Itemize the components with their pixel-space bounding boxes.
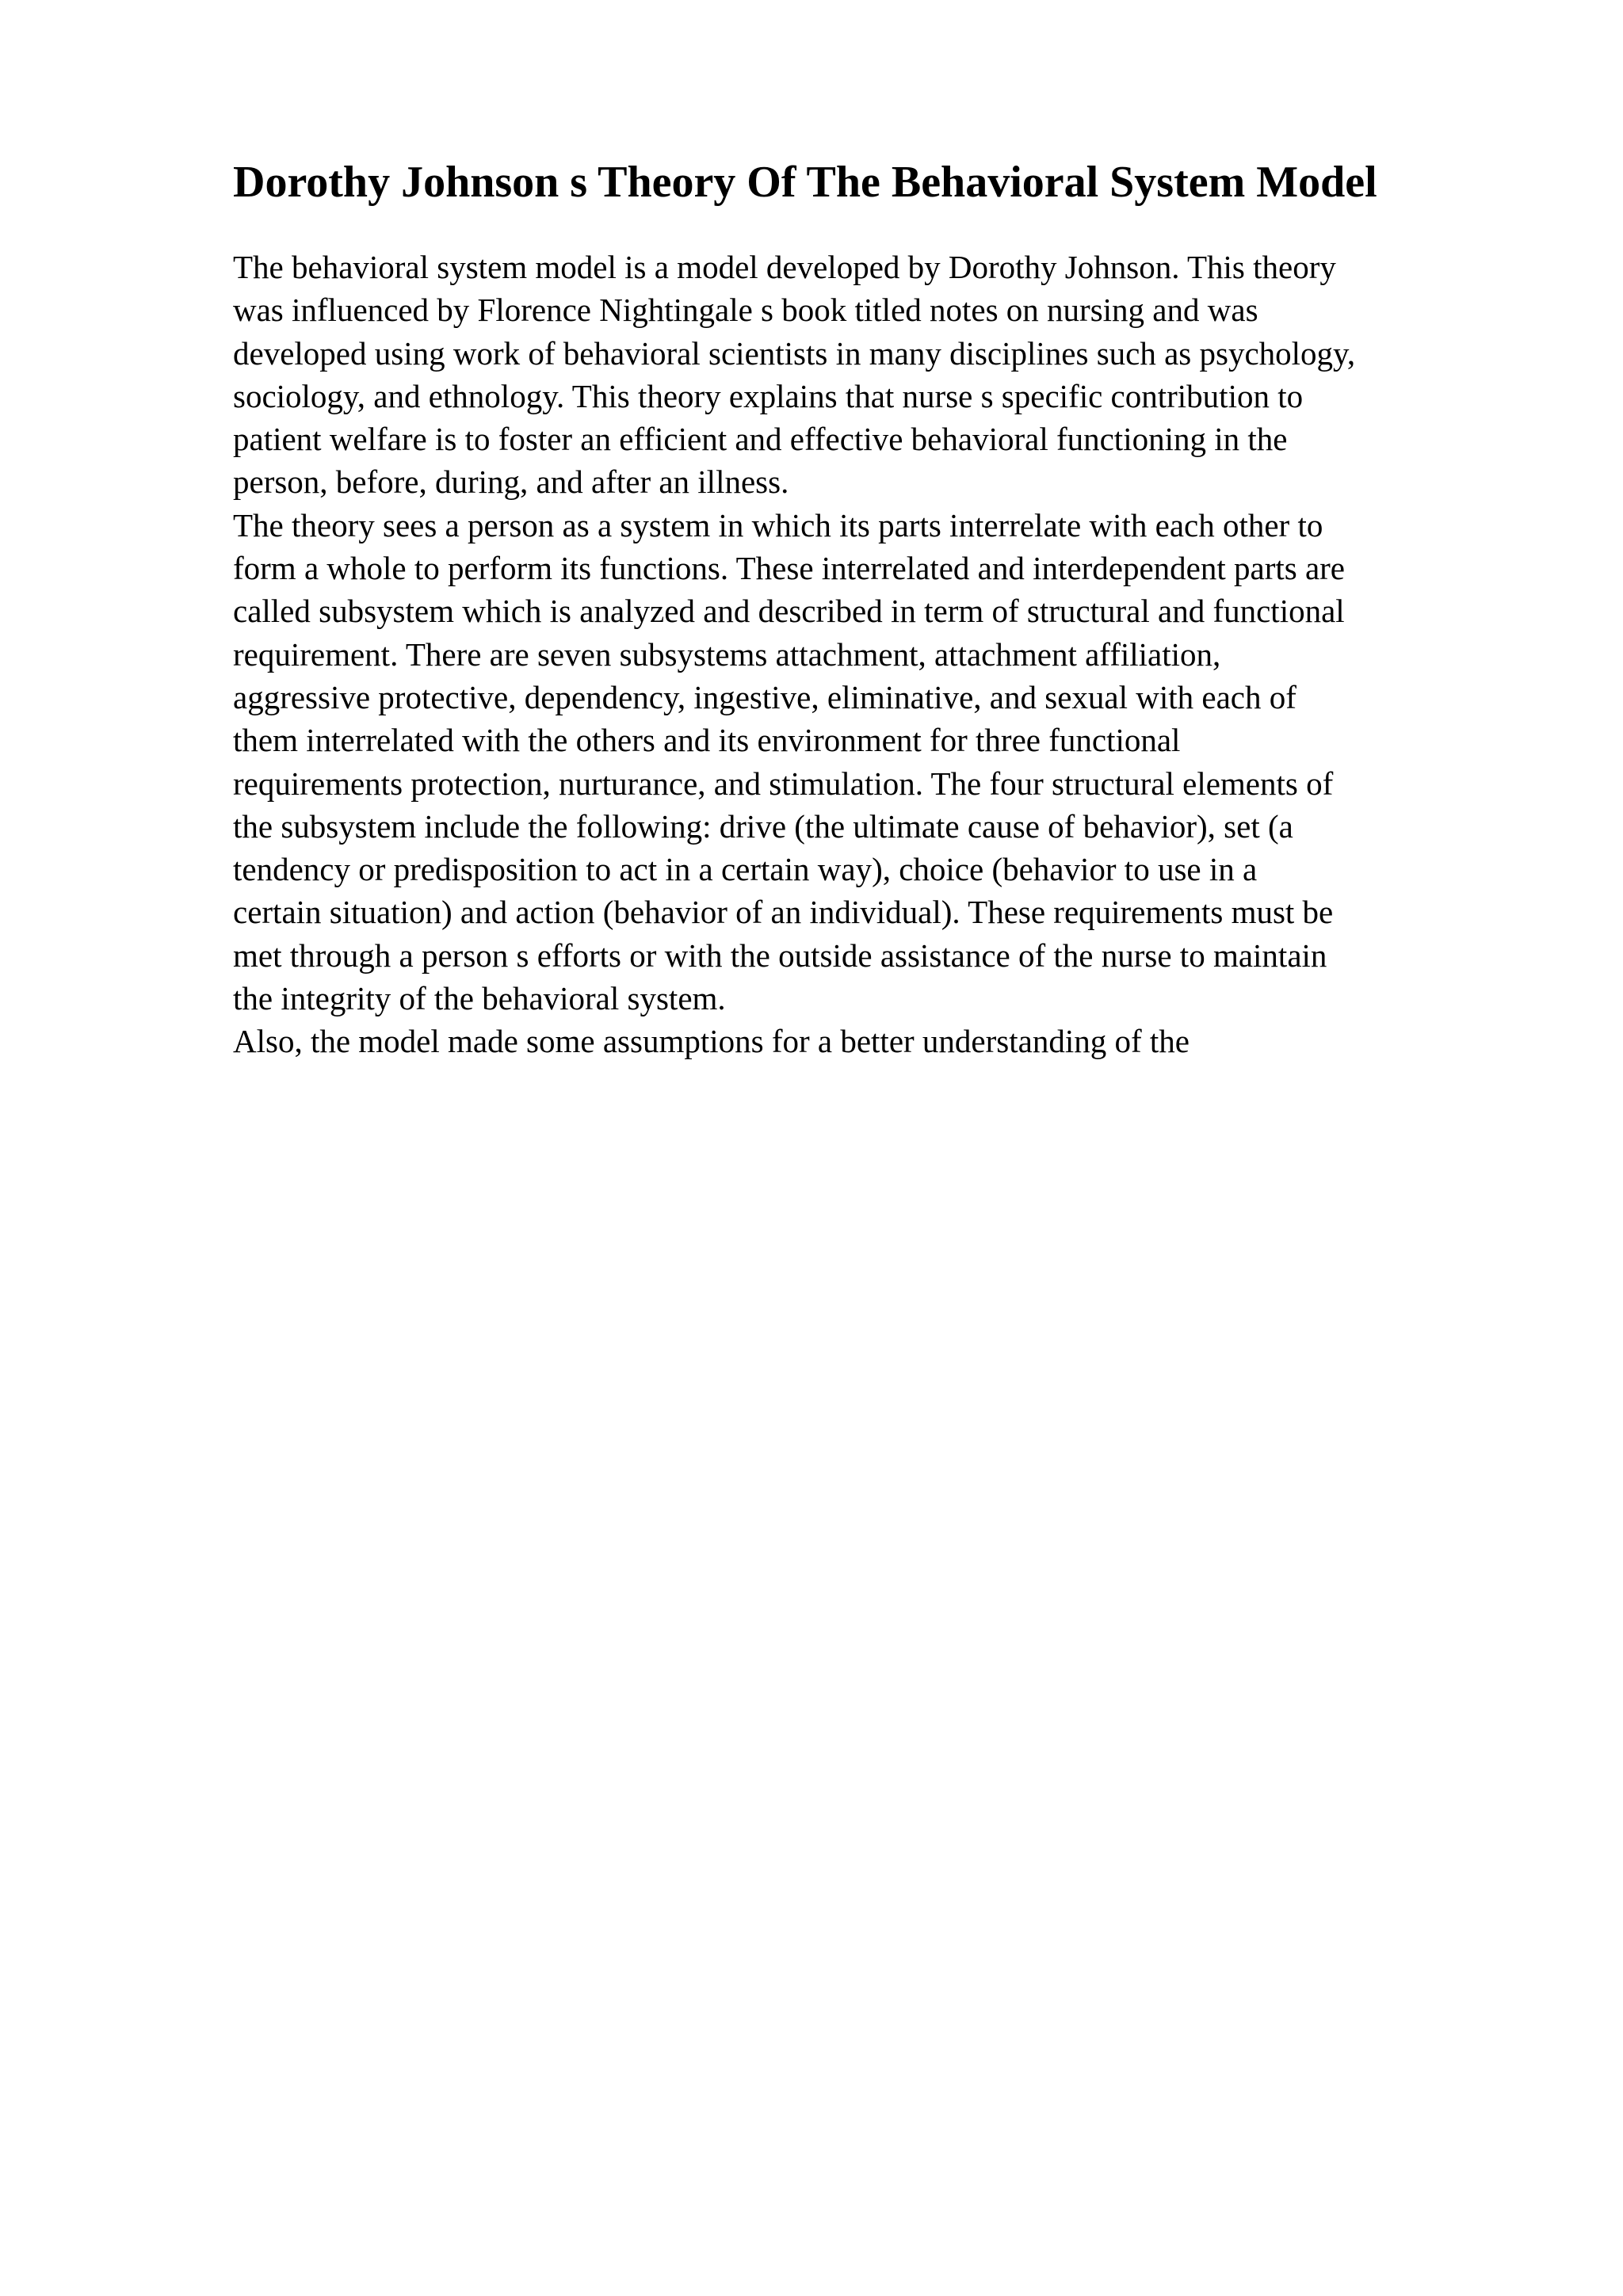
body-line: requirement. There are seven subsystems attachment, attachment affiliation, (233, 635, 1221, 673)
body-line: The theory sees a person as a system in which its parts interrelate with each other to (233, 506, 1323, 543)
body-line: sociology, and ethnology. This theory explains that nurse s specific contribution to (233, 377, 1304, 414)
body-line: requirements protection, nurturance, and stimulation. The four structural elements of (233, 765, 1334, 802)
document-title: Dorothy Johnson s Theory Of The Behavioral System Model (233, 158, 1377, 207)
body-line: was influenced by Florence Nightingale s book titled notes on nursing and was (233, 292, 1258, 329)
body-line: tendency or predisposition to act in a certain way), choice (behavior to use in a (233, 851, 1258, 888)
body-line: aggressive protective, dependency, ingestive, eliminative, and sexual with each of (233, 678, 1296, 715)
body-line: patient welfare is to foster an efficient and effective behavioral functioning in the (233, 421, 1288, 458)
body-line: them interrelated with the others and its environment for three functional (233, 722, 1181, 759)
body-line: Also, the model made some assumptions for a better understanding of the (233, 1023, 1190, 1060)
body-line: met through a person s efforts or with the outside assistance of the nurse to maintain (233, 936, 1327, 974)
body-line: called subsystem which is analyzed and described in term of structural and functional (233, 593, 1345, 630)
body-line: person, before, during, and after an illness. (233, 463, 789, 501)
body-line: The behavioral system model is a model developed by Dorothy Johnson. This theory (233, 249, 1336, 285)
body-line: form a whole to perform its functions. These interrelated and interdependent parts are (233, 550, 1345, 587)
body-line: developed using work of behavioral scientists in many disciplines such as psychology, (233, 334, 1356, 372)
body-line: the subsystem include the following: drive (the ultimate cause of behavior), set (a (233, 807, 1293, 845)
body-line: certain situation) and action (behavior of an individual). These requirements must be (233, 894, 1334, 931)
body-line: the integrity of the behavioral system. (233, 980, 726, 1017)
document-body (233, 246, 1517, 1063)
